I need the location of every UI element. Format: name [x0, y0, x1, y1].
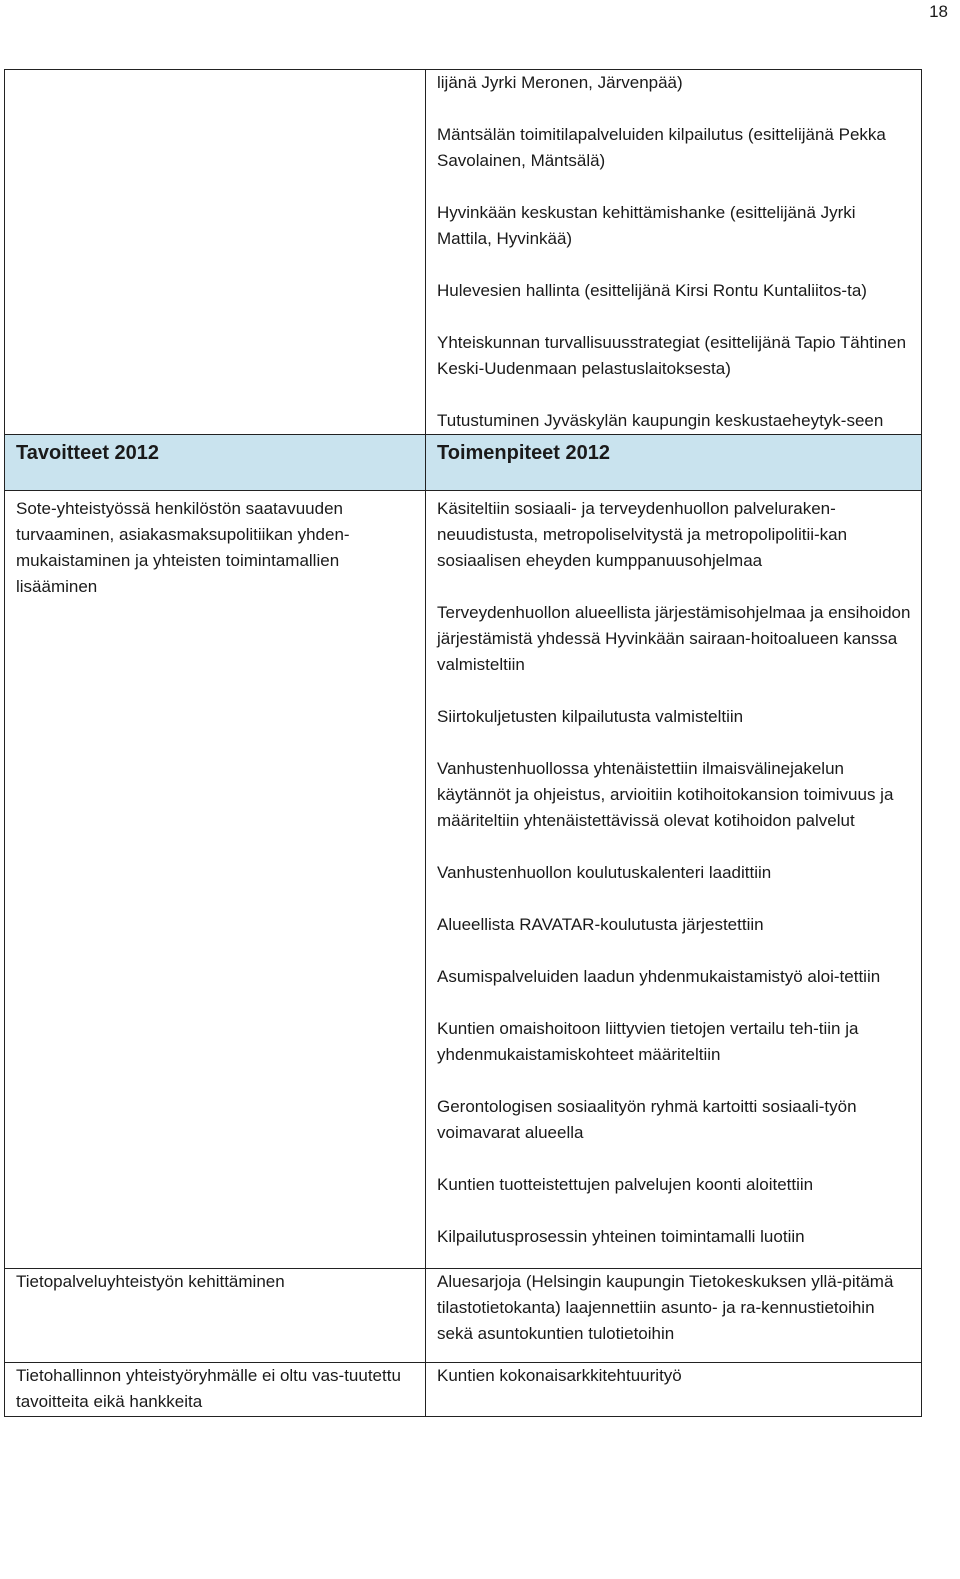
action-item: Tutustuminen Jyväskylän kaupungin keskustaeheytyk-seen [437, 411, 884, 430]
action-item: Kuntien tuotteistettujen palvelujen koonti aloitettiin [437, 1175, 814, 1194]
action-item: Gerontologisen sosiaalityön ryhmä kartoitti sosiaali-työn voimavarat alueella [437, 1097, 857, 1142]
goal-cell: Tietopalveluyhteistyön kehittäminen [5, 1269, 426, 1363]
action-item: Hyvinkään keskustan kehittämishanke (esittelijänä Jyrki Mattila, Hyvinkää) [437, 203, 856, 248]
action-item: Vanhustenhuollossa yhtenäistettiin ilmaisvälinejakelun käytännöt ja ohjeistus, arvioitiin kotihoitokansion toimivuus ja määriteltiin yhtenäistettävissä olevat kotihoidon palvelut [437, 759, 894, 830]
action-item: Mäntsälän toimitilapalveluiden kilpailutus (esittelijänä Pekka Savolainen, Mäntsälä) [437, 125, 886, 170]
action-item: Yhteiskunnan turvallisuusstrategiat (esittelijänä Tapio Tähtinen Keski-Uudenmaan pelastuslaitoksesta) [437, 333, 907, 378]
action-item: Käsiteltiin sosiaali- ja terveydenhuollon palveluraken-neuudistusta, metropoliselvitystä ja metropolipolitii-kan sosiaalisen eheyden kumppanuusohjelmaa [437, 499, 848, 570]
action-item: Kuntien omaishoitoon liittyvien tietojen vertailu teh-tiin ja yhdenmukaistamiskohteet määriteltiin [437, 1019, 859, 1064]
action-item: Siirtokuljetusten kilpailutusta valmisteltiin [437, 707, 744, 726]
action-item: Asumispalveluiden laadun yhdenmukaistamistyö aloi-tettiin [437, 967, 881, 986]
actions-cell [426, 491, 922, 1269]
goal-cell: Tietohallinnon yhteistyöryhmälle ei oltu vas-tuutettu tavoitteita eikä hankkeita [5, 1363, 426, 1417]
action-item: Kilpailutusprosessin yhteinen toimintamalli luotiin [437, 1227, 805, 1246]
continued-left-cell [5, 70, 426, 435]
action-item: Vanhustenhuollon koulutuskalenteri laadittiin [437, 863, 772, 882]
actions-cell [426, 1363, 922, 1417]
action-item: Hulevesien hallinta (esittelijänä Kirsi Rontu Kuntaliitos-ta) [437, 281, 867, 300]
table-row [5, 1363, 922, 1417]
action-item: Alueellista RAVATAR-koulutusta järjestettiin [437, 915, 764, 934]
action-item: Terveydenhuollon alueellista järjestämisohjelmaa ja ensihoidon järjestämistä yhdessä Hyvinkään sairaan-hoitoalueen kanssa valmisteltiin [437, 603, 911, 674]
page-number: 18 [929, 2, 948, 21]
action-item: Kuntien kokonaisarkkitehtuurityö [437, 1366, 682, 1385]
continued-row [5, 70, 922, 435]
table-row [5, 491, 922, 1269]
actions-cell [426, 1269, 922, 1363]
continued-right-cell [426, 70, 922, 435]
header-actions: Toimenpiteet 2012 [426, 435, 922, 491]
table-row [5, 1269, 922, 1363]
action-item: lijänä Jyrki Meronen, Järvenpää) [437, 73, 683, 92]
action-item: Aluesarjoja (Helsingin kaupungin Tietokeskuksen yllä-pitämä tilastotietokanta) laajennettiin asunto- ja ra-kennustietoihin sekä asuntokuntien tulotietoihin [437, 1272, 894, 1343]
goal-cell: Sote-yhteistyössä henkilöstön saatavuuden turvaaminen, asiakasmaksupolitiikan yhden-mukaistaminen ja yhteisten toimintamallien lisääminen [5, 491, 426, 1269]
table-header-row [5, 435, 922, 491]
goals-actions-table [4, 69, 922, 1417]
header-goals: Tavoitteet 2012 [5, 435, 426, 491]
